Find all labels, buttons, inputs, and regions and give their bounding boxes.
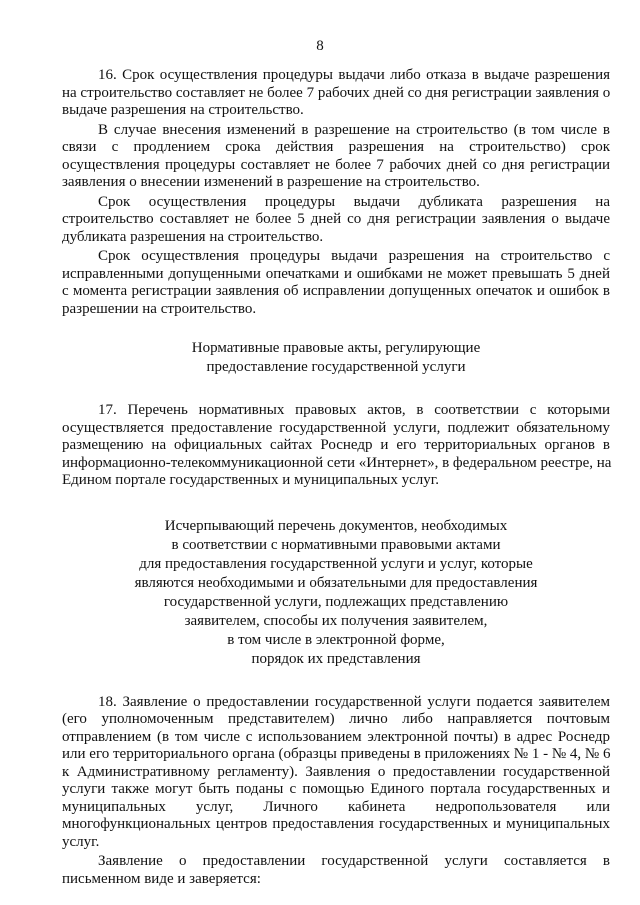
- text-line: письменном виде и заверяется:: [62, 870, 261, 887]
- document-body: [62, 67, 610, 890]
- text-line: Срок осуществления процедуры выдачи дубликата разрешения на: [98, 193, 610, 210]
- heading-line: предоставление государственной услуги: [206, 359, 466, 375]
- text-line: услуг.: [62, 833, 100, 850]
- heading-line: для предоставления государственной услуги и услуг, которые: [139, 555, 533, 572]
- text-line: Едином портале государственных и муниципальных услуг.: [62, 472, 439, 488]
- text-line: исправленными допущенными опечатками и ошибками не может превышать 5 дней: [62, 265, 610, 282]
- heading-line: заявителем, способы их получения заявителем,: [184, 612, 488, 629]
- text-line: многофункциональных центров предоставления государственных и муниципальных: [62, 816, 610, 832]
- text-line: Заявление о предоставлении государственной услуги составляется в: [98, 853, 610, 869]
- text-line: заявления о внесении изменений в разрешение на строительство.: [62, 174, 480, 190]
- page-number: 8: [316, 38, 324, 54]
- paragraph-18: [62, 694, 610, 852]
- text-line: 18. Заявление о предоставлении государственной услуги подается заявителем: [98, 693, 610, 710]
- text-line: дубликата разрешения на строительство.: [62, 228, 324, 245]
- text-line: В случае внесения изменений в разрешение на строительство (в том числе в: [98, 121, 610, 138]
- text-line: строительство составляет не более 5 дней со дня регистрации заявления о выдаче: [62, 211, 610, 227]
- paragraph-18-form: [62, 853, 610, 888]
- text-line: к Административному регламенту). Заявления о предоставлении государственной: [62, 763, 610, 780]
- heading-line: являются необходимыми и обязательными для предоставления: [134, 574, 538, 591]
- section-heading-documents-list: [62, 517, 610, 669]
- paragraph-17: [62, 402, 610, 490]
- heading-line: государственной услуги, подлежащих представлению: [163, 593, 509, 610]
- paragraph-16-corrections: [62, 248, 610, 318]
- text-line: информационно-телекоммуникационной сети «Интернет», в федеральном реестре, на: [62, 454, 612, 471]
- text-line: осуществляется предоставление государственной услуги, подлежит обязательному: [62, 419, 610, 436]
- heading-line: порядок их представления: [251, 650, 421, 667]
- text-line: размещению на официальных сайтах Роснедр и его территориальных органов в: [62, 437, 610, 453]
- paragraph-16: [62, 67, 610, 120]
- heading-line: в том числе в электронной форме,: [227, 631, 445, 648]
- text-line: 16. Срок осуществления процедуры выдачи либо отказа в выдаче разрешения: [98, 67, 610, 83]
- text-line: выдаче разрешения на строительство.: [62, 102, 304, 118]
- text-line: разрешении на строительство.: [62, 300, 257, 317]
- text-line: муниципальных услуг, Личного кабинета недропользователя или: [62, 798, 610, 815]
- text-line: с момента регистрации заявления об исправлении допущенных опечаток и ошибок в: [62, 283, 610, 299]
- heading-line: Исчерпывающий перечень документов, необходимых: [164, 517, 508, 534]
- paragraph-16-duplicate: [62, 194, 610, 247]
- text-line: 17. Перечень нормативных правовых актов, в соответствии с которыми: [98, 402, 610, 418]
- heading-line: в соответствии с нормативными правовыми актами: [171, 536, 501, 553]
- text-line: (его уполномоченным представителем) лично либо направляется почтовым: [62, 711, 610, 727]
- text-line: Срок осуществления процедуры выдачи разрешения на строительство с: [98, 248, 610, 264]
- text-line: отправлением (в том числе с использованием электронной почты) в адрес Роснедр: [62, 728, 610, 745]
- text-line: услуги также могут быть поданы с помощью Единого портала государственных и: [62, 781, 610, 797]
- text-line: или его территориального органа (образцы приведены в приложениях № 1 - № 4, № 6: [62, 746, 611, 762]
- text-line: связи с продлением срока действия разрешения на строительство) срок: [62, 139, 610, 155]
- text-line: на строительство составляет не более 7 рабочих дней со дня регистрации заявления о: [62, 84, 611, 101]
- paragraph-16-changes: [62, 122, 610, 192]
- heading-line: Нормативные правовые акты, регулирующие: [191, 340, 481, 356]
- section-heading-normative-acts: [62, 339, 610, 377]
- text-line: осуществления процедуры составляет не более 7 рабочих дней со дня регистрации: [62, 156, 610, 173]
